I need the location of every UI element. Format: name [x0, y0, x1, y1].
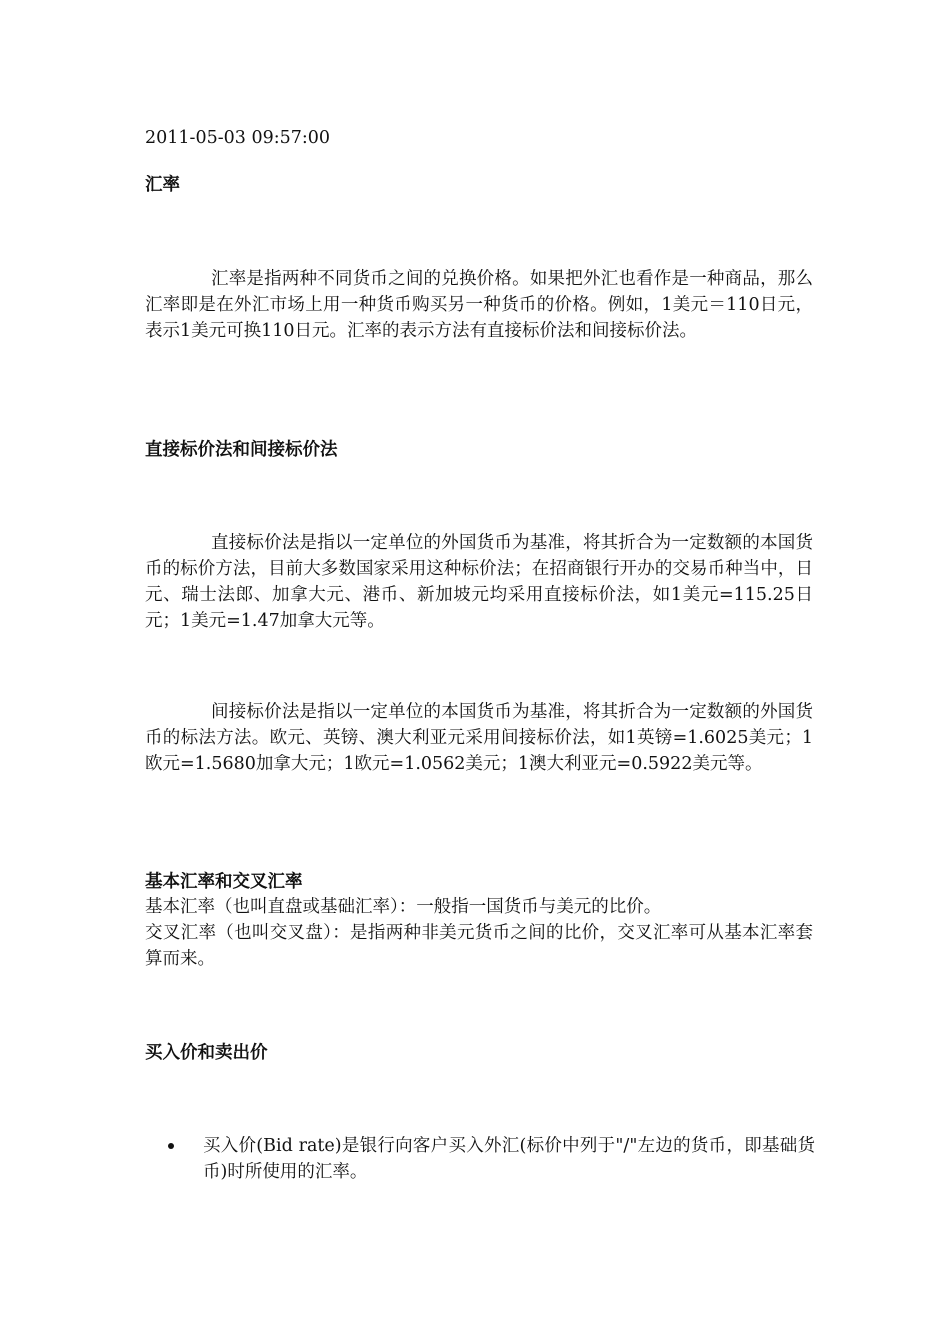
timestamp: 2011-05-03 09:57:00	[145, 128, 331, 148]
heading-basic-cross-rate: 基本汇率和交叉汇率	[145, 872, 303, 892]
paragraph-basic-rate: 基本汇率（也叫直盘或基础汇率）：一般指一国货币与美元的比价。	[145, 897, 662, 917]
bullet-icon	[168, 1143, 174, 1149]
heading-exchange-rate: 汇率	[145, 175, 180, 195]
heading-bid-offer: 买入价和卖出价	[145, 1043, 268, 1063]
heading-quotation-methods: 直接标价法和间接标价法	[145, 440, 338, 460]
paragraph-indirect-quotation: 间接标价法是指以一定单位的本国货币为基准，将其折合为一定数额的外国货币的标法方法。欧元、英镑、澳大利亚元采用间接标价法，如1英镑=1.6025美元；1欧元=1.5680加拿大元；1欧元=1.0562美元；1澳大利亚元=0.5922美元等。	[145, 702, 813, 774]
paragraph-direct-quotation: 直接标价法是指以一定单位的外国货币为基准，将其折合为一定数额的本国货币的标价方法，目前大多数国家采用这种标价法；在招商银行开办的交易币种当中，日元、瑞士法郎、加拿大元、港币、新加坡元均采用直接标价法，如1美元=115.25日元；1美元=1.47加拿大元等。	[145, 533, 813, 631]
paragraph-exchange-rate: 汇率是指两种不同货币之间的兑换价格。如果把外汇也看作是一种商品，那么汇率即是在外汇市场上用一种货币购买另一种货币的价格。例如，1美元＝110日元，表示1美元可换110日元。汇率的表示方法有直接标价法和间接标价法。	[145, 269, 813, 341]
paragraph-cross-rate: 交叉汇率（也叫交叉盘）：是指两种非美元货币之间的比价，交叉汇率可从基本汇率套算而来。	[145, 923, 813, 969]
list-item: 买入价(Bid rate)是银行向客户买入外汇(标价中列于"/"左边的货币，即基础货币)时所使用的汇率。	[203, 1136, 815, 1182]
